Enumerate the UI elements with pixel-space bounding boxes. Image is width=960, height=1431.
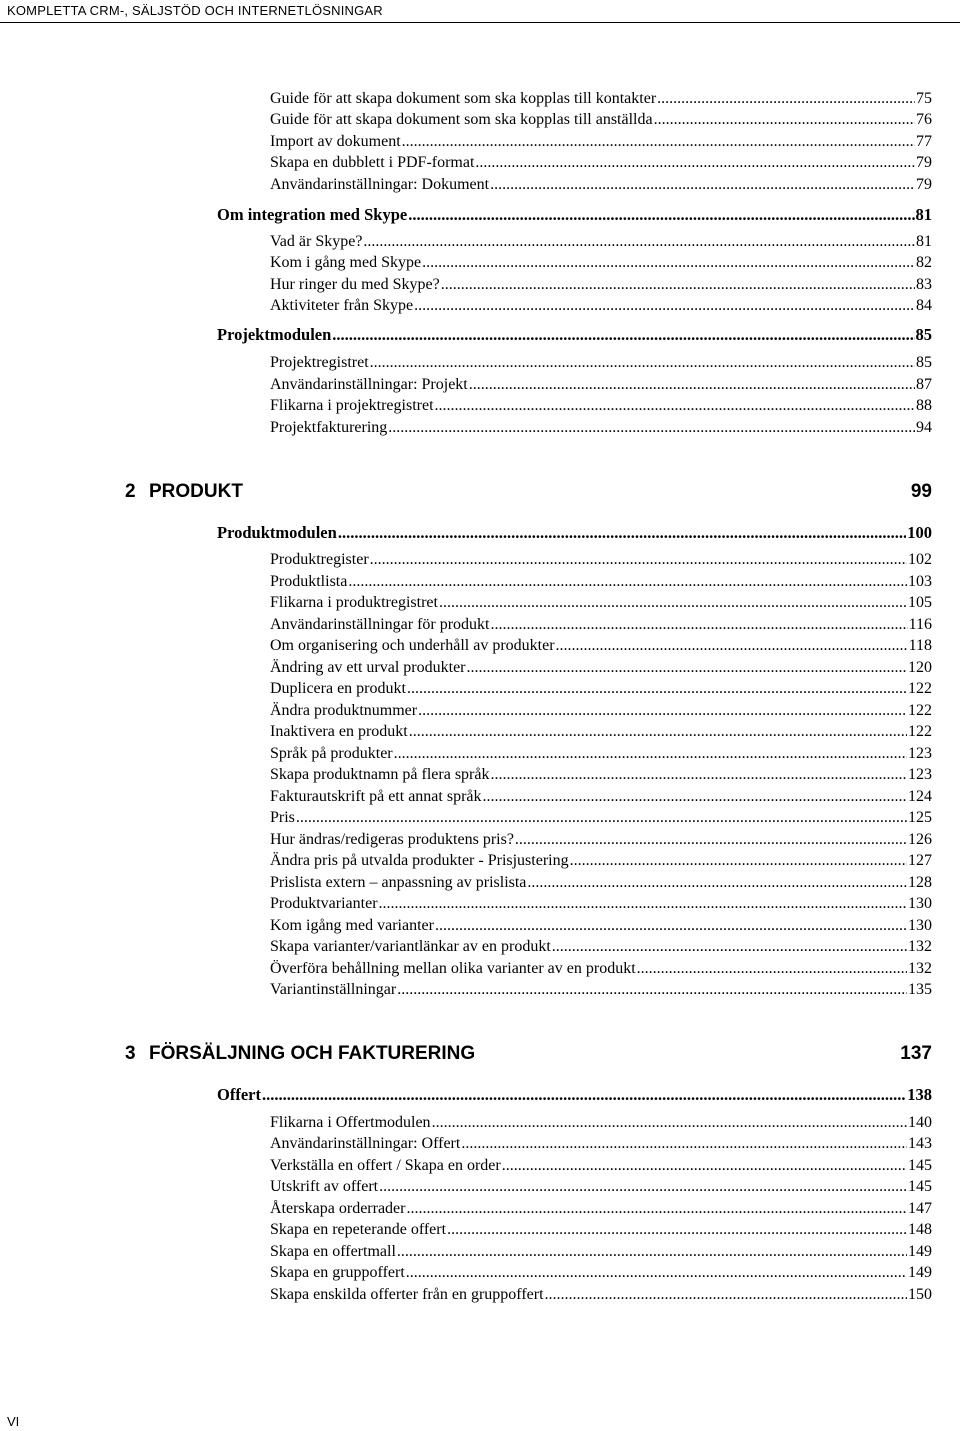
toc-subsection-entry[interactable] bbox=[270, 636, 932, 656]
chapter-label: FÖRSÄLJNING OCH FAKTURERING bbox=[149, 1043, 476, 1064]
toc-entry-title: Offert bbox=[217, 1085, 261, 1104]
toc-page-number: 85 bbox=[915, 325, 932, 344]
toc-subsection-entry[interactable] bbox=[270, 175, 932, 195]
toc-subsection-entry[interactable] bbox=[270, 296, 932, 316]
toc-subsection-entry[interactable] bbox=[270, 253, 932, 273]
toc-page-number: 76 bbox=[916, 111, 932, 128]
toc-entry-title: Produktmodulen bbox=[217, 523, 337, 542]
toc-page-number: 122 bbox=[908, 702, 932, 719]
toc-entry-title: Vad är Skype? bbox=[270, 233, 363, 250]
toc-page-number: 105 bbox=[908, 594, 932, 611]
dot-leader bbox=[262, 1085, 906, 1105]
toc-page-number: 149 bbox=[908, 1243, 932, 1260]
chapter-heading[interactable] bbox=[125, 1043, 932, 1067]
dot-leader bbox=[406, 1199, 907, 1219]
dot-leader bbox=[402, 132, 915, 152]
toc-section-entry[interactable] bbox=[217, 205, 932, 225]
toc-subsection-entry[interactable] bbox=[270, 275, 932, 295]
toc-subsection-entry[interactable] bbox=[270, 418, 932, 438]
chapter-title bbox=[125, 481, 243, 503]
toc-subsection-entry[interactable] bbox=[270, 1242, 932, 1262]
toc-page-number: 88 bbox=[916, 397, 932, 414]
dot-leader bbox=[363, 232, 915, 252]
toc-page-number: 130 bbox=[908, 917, 932, 934]
toc-page-number: 140 bbox=[908, 1114, 932, 1131]
toc-entry-title: Variantinställningar bbox=[270, 981, 397, 998]
toc-page-number: 102 bbox=[908, 551, 932, 568]
toc-page-number: 143 bbox=[908, 1135, 932, 1152]
toc-subsection-entry[interactable] bbox=[270, 937, 932, 957]
toc-page-number: 83 bbox=[916, 276, 932, 293]
toc-page-number: 116 bbox=[908, 616, 932, 633]
toc-entry-title: Produktvarianter bbox=[270, 895, 378, 912]
toc-subsection-entry[interactable] bbox=[270, 572, 932, 592]
dot-leader bbox=[447, 1220, 907, 1240]
dot-leader bbox=[370, 550, 907, 570]
dot-leader bbox=[461, 1134, 907, 1154]
toc-page-number: 130 bbox=[908, 895, 932, 912]
toc-page-number: 132 bbox=[908, 938, 932, 955]
toc-page-number: 103 bbox=[908, 573, 932, 590]
dot-leader bbox=[527, 873, 907, 893]
dot-leader bbox=[397, 1242, 907, 1262]
toc-subsection-entry[interactable] bbox=[270, 1199, 932, 1219]
toc-page-number: 122 bbox=[908, 680, 932, 697]
toc-entry-title: Kom igång med varianter bbox=[270, 917, 434, 934]
toc-entry-title: Språk på produkter bbox=[270, 745, 393, 762]
dot-leader bbox=[422, 253, 915, 273]
chapter-heading[interactable] bbox=[125, 481, 932, 505]
dot-leader bbox=[394, 744, 907, 764]
toc-subsection-entry[interactable] bbox=[270, 787, 932, 807]
toc-subsection-entry[interactable] bbox=[270, 1156, 932, 1176]
dot-leader bbox=[379, 1177, 907, 1197]
toc-entry-title: Projektregistret bbox=[270, 354, 369, 371]
toc-page-number: 132 bbox=[908, 960, 932, 977]
dot-leader bbox=[441, 275, 915, 295]
toc-page-number: 79 bbox=[916, 176, 932, 193]
dot-leader bbox=[432, 1113, 907, 1133]
toc-entry-title: Projektfakturering bbox=[270, 419, 388, 436]
toc-page-number: 147 bbox=[908, 1200, 932, 1217]
dot-leader bbox=[418, 701, 907, 721]
toc-subsection-entry[interactable] bbox=[270, 132, 932, 152]
dot-leader bbox=[379, 894, 907, 914]
dot-leader bbox=[332, 325, 914, 345]
toc-section-entry[interactable] bbox=[217, 1085, 932, 1105]
dot-leader bbox=[515, 830, 907, 850]
toc-page-number: 81 bbox=[916, 233, 932, 250]
dot-leader bbox=[467, 658, 908, 678]
toc-page-number: 126 bbox=[908, 831, 932, 848]
dot-leader bbox=[654, 110, 915, 130]
toc-subsection-entry[interactable] bbox=[270, 110, 932, 130]
dot-leader bbox=[637, 959, 907, 979]
toc-entry-title: Skapa en offertmall bbox=[270, 1243, 396, 1260]
toc-entry-title: Flikarna i produktregistret bbox=[270, 594, 438, 611]
toc-page-number: 87 bbox=[916, 376, 932, 393]
toc-entry-title: Flikarna i Offertmodulen bbox=[270, 1114, 431, 1131]
toc-subsection-entry[interactable] bbox=[270, 353, 932, 373]
dot-leader bbox=[406, 1263, 907, 1283]
toc-page-number: 145 bbox=[908, 1178, 932, 1195]
toc-subsection-entry[interactable] bbox=[270, 679, 932, 699]
toc-entry-title: Skapa en repeterande offert bbox=[270, 1221, 447, 1238]
toc-subsection-entry[interactable] bbox=[270, 744, 932, 764]
toc-page-number: 127 bbox=[908, 852, 932, 869]
dot-leader bbox=[388, 418, 915, 438]
toc-entry-title: Flikarna i projektregistret bbox=[270, 397, 434, 414]
toc-page-number: 125 bbox=[908, 809, 932, 826]
toc-entry-title: Hur ändras/redigeras produktens pris? bbox=[270, 831, 514, 848]
toc-entry-title: Om integration med Skype bbox=[217, 205, 408, 224]
toc-entry-title: Fakturautskrift på ett annat språk bbox=[270, 788, 482, 805]
toc-page-number: 82 bbox=[916, 254, 932, 271]
toc-page-number: 135 bbox=[908, 981, 932, 998]
toc-subsection-entry[interactable] bbox=[270, 701, 932, 721]
dot-leader bbox=[408, 205, 914, 225]
dot-leader bbox=[545, 1285, 907, 1305]
toc-entry-title: Överföra behållning mellan olika varianter av en produkt bbox=[270, 960, 636, 977]
toc-entry-title: Ändring av ett urval produkter bbox=[270, 659, 466, 676]
toc-subsection-entry[interactable] bbox=[270, 396, 932, 416]
dot-leader bbox=[370, 353, 915, 373]
toc-page-number: 122 bbox=[908, 723, 932, 740]
toc-page-number: 84 bbox=[916, 297, 932, 314]
toc-entry-title: Projektmodulen bbox=[217, 325, 332, 344]
toc-page-number: 128 bbox=[908, 874, 932, 891]
toc-page-number: 120 bbox=[908, 659, 932, 676]
toc-entry-title: Verkställa en offert / Skapa en order bbox=[270, 1157, 501, 1174]
toc-subsection-entry[interactable] bbox=[270, 1177, 932, 1197]
toc-entry-title: Utskrift av offert bbox=[270, 1178, 379, 1195]
toc-page-number: 85 bbox=[916, 354, 932, 371]
toc-subsection-entry[interactable] bbox=[270, 916, 932, 936]
dot-leader bbox=[502, 1156, 907, 1176]
toc-entry-title: Användarinställningar: Offert bbox=[270, 1135, 461, 1152]
toc-subsection-entry[interactable] bbox=[270, 980, 932, 1000]
toc-page-number: 100 bbox=[907, 523, 932, 542]
toc-subsection-entry[interactable] bbox=[270, 89, 932, 109]
toc-entry-title: Inaktivera en produkt bbox=[270, 723, 408, 740]
toc-page-number: 75 bbox=[916, 90, 932, 107]
chapter-label: PRODUKT bbox=[149, 481, 243, 502]
dot-leader bbox=[570, 851, 907, 871]
toc-subsection-entry[interactable] bbox=[270, 830, 932, 850]
toc-subsection-entry[interactable] bbox=[270, 1220, 932, 1240]
toc-page-number: 118 bbox=[908, 637, 932, 654]
toc-page-number: 145 bbox=[908, 1157, 932, 1174]
dot-leader bbox=[439, 593, 907, 613]
toc-entry-title: Skapa produktnamn på flera språk bbox=[270, 766, 490, 783]
toc-subsection-entry[interactable] bbox=[270, 894, 932, 914]
dot-leader bbox=[435, 396, 915, 416]
toc-entry-title: Prislista extern – anpassning av prislista bbox=[270, 874, 527, 891]
dot-leader bbox=[491, 615, 908, 635]
toc-entry-title: Återskapa orderrader bbox=[270, 1200, 406, 1217]
toc-page-number: 124 bbox=[908, 788, 932, 805]
toc-subsection-entry[interactable] bbox=[270, 593, 932, 613]
toc-subsection-entry[interactable] bbox=[270, 658, 932, 678]
toc-entry-title: Guide för att skapa dokument som ska kopplas till anställda bbox=[270, 111, 653, 128]
dot-leader bbox=[475, 153, 915, 173]
dot-leader bbox=[556, 636, 908, 656]
toc-subsection-entry[interactable] bbox=[270, 1285, 932, 1305]
dot-leader bbox=[409, 722, 907, 742]
toc-subsection-entry[interactable] bbox=[270, 550, 932, 570]
dot-leader bbox=[483, 787, 908, 807]
dot-leader bbox=[338, 523, 906, 543]
toc-entry-title: Produktlista bbox=[270, 573, 348, 590]
dot-leader bbox=[407, 679, 907, 699]
dot-leader bbox=[469, 375, 915, 395]
toc-entry-title: Ändra pris på utvalda produkter - Prisjustering bbox=[270, 852, 569, 869]
dot-leader bbox=[490, 175, 915, 195]
toc-section-entry[interactable] bbox=[217, 325, 932, 345]
toc-page-number: 123 bbox=[908, 766, 932, 783]
dot-leader bbox=[414, 296, 915, 316]
chapter-title bbox=[125, 1043, 475, 1065]
toc-page-number: 123 bbox=[908, 745, 932, 762]
toc-subsection-entry[interactable] bbox=[270, 153, 932, 173]
chapter-page-number: 99 bbox=[910, 481, 932, 502]
toc-entry-title: Användarinställningar: Projekt bbox=[270, 376, 468, 393]
toc-subsection-entry[interactable] bbox=[270, 615, 932, 635]
toc-entry-title: Produktregister bbox=[270, 551, 369, 568]
toc-subsection-entry[interactable] bbox=[270, 375, 932, 395]
toc-subsection-entry[interactable] bbox=[270, 851, 932, 871]
toc-entry-title: Skapa varianter/variantlänkar av en produkt bbox=[270, 938, 551, 955]
dot-leader bbox=[397, 980, 907, 1000]
toc-subsection-entry[interactable] bbox=[270, 1263, 932, 1283]
toc-entry-title: Skapa enskilda offerter från en gruppoffert bbox=[270, 1286, 544, 1303]
toc-entry-title: Användarinställningar: Dokument bbox=[270, 176, 490, 193]
toc-page-number: 149 bbox=[908, 1264, 932, 1281]
toc-entry-title: Skapa en dubblett i PDF-format bbox=[270, 154, 475, 171]
toc-page-number: 77 bbox=[916, 133, 932, 150]
chapter-number: 2 bbox=[125, 481, 136, 502]
toc-subsection-entry[interactable] bbox=[270, 1134, 932, 1154]
toc-subsection-entry[interactable] bbox=[270, 1113, 932, 1133]
toc-entry-title: Kom i gång med Skype bbox=[270, 254, 422, 271]
dot-leader bbox=[348, 572, 907, 592]
toc-entry-title: Duplicera en produkt bbox=[270, 680, 406, 697]
chapter-page-number: 137 bbox=[900, 1043, 932, 1064]
toc-entry-title: Import av dokument bbox=[270, 133, 401, 150]
dot-leader bbox=[490, 765, 907, 785]
toc-subsection-entry[interactable] bbox=[270, 808, 932, 828]
page-number: VI bbox=[7, 1414, 20, 1429]
toc-entry-title: Ändra produktnummer bbox=[270, 702, 418, 719]
toc-page-number: 150 bbox=[908, 1286, 932, 1303]
toc-page-number: 81 bbox=[915, 205, 932, 224]
dot-leader bbox=[657, 89, 915, 109]
dot-leader bbox=[435, 916, 907, 936]
toc-entry-title: Skapa en gruppoffert bbox=[270, 1264, 405, 1281]
toc-subsection-entry[interactable] bbox=[270, 232, 932, 252]
dot-leader bbox=[552, 937, 907, 957]
toc-subsection-entry[interactable] bbox=[270, 722, 932, 742]
toc-entry-title: Aktiviteter från Skype bbox=[270, 297, 414, 314]
toc-subsection-entry[interactable] bbox=[270, 959, 932, 979]
toc-section-entry[interactable] bbox=[217, 523, 932, 543]
toc-page-number: 94 bbox=[916, 419, 932, 436]
toc-entry-title: Om organisering och underhåll av produkter bbox=[270, 637, 555, 654]
dot-leader bbox=[296, 808, 907, 828]
toc-entry-title: Användarinställningar för produkt bbox=[270, 616, 490, 633]
chapter-number: 3 bbox=[125, 1043, 136, 1064]
toc-page-number: 79 bbox=[916, 154, 932, 171]
toc-entry-title: Hur ringer du med Skype? bbox=[270, 276, 440, 293]
toc-page-number: 148 bbox=[908, 1221, 932, 1238]
toc-page-number: 138 bbox=[907, 1085, 932, 1104]
toc-subsection-entry[interactable] bbox=[270, 873, 932, 893]
header-title: KOMPLETTA CRM-, SÄLJSTÖD OCH INTERNETLÖSNINGAR bbox=[7, 3, 383, 18]
toc-subsection-entry[interactable] bbox=[270, 765, 932, 785]
toc-entry-title: Guide för att skapa dokument som ska kopplas till kontakter bbox=[270, 90, 657, 107]
toc-entry-title: Pris bbox=[270, 809, 295, 826]
